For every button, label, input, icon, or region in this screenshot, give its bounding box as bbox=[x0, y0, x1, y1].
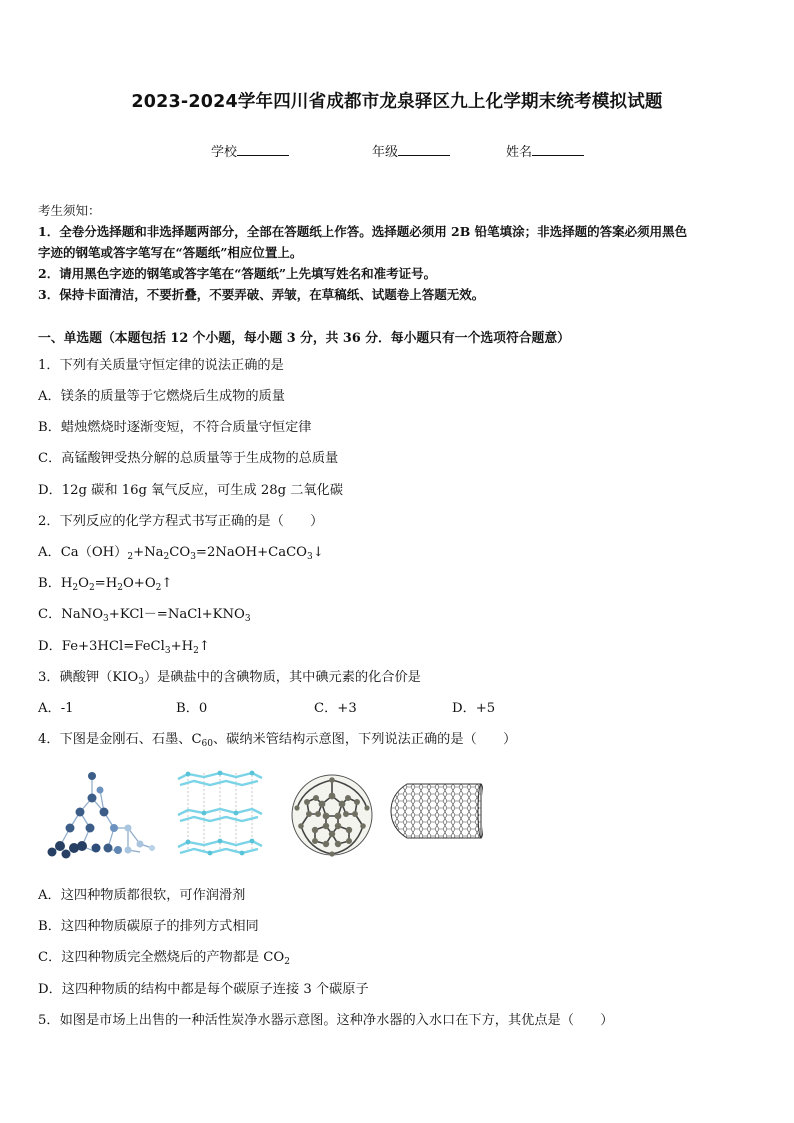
q2-stem: 2．下列反应的化学方程式书写正确的是（ ） bbox=[38, 514, 324, 529]
c60-structure-figure bbox=[285, 768, 379, 862]
q4-option-c[interactable]: C．这四种物质完全燃烧后的产物都是 $CO_2$ bbox=[38, 950, 290, 967]
diamond-structure-figure bbox=[44, 768, 156, 860]
page-title: 2023-2024学年四川省成都市龙泉驿区九上化学期末统考模拟试题 bbox=[131, 92, 663, 112]
q2-option-b[interactable]: B．$H_2O_2=H_2O+O_2↑$ bbox=[38, 576, 173, 593]
name-field[interactable] bbox=[506, 141, 584, 160]
q4-stem: 4．下图是金刚石、石墨、$C_{60}$、碳纳米管结构示意图，下列说法正确的是（ ） bbox=[38, 732, 517, 749]
q2-option-d[interactable]: D．$Fe+3HCl=FeCl_3+H_2↑$ bbox=[38, 639, 210, 656]
notice-heading: 考生须知： bbox=[38, 203, 101, 218]
section-heading: 一、单选题（本题包括 12 个小题，每小题 3 分，共 36 分．每小题只有一个选项符合题意） bbox=[38, 331, 570, 346]
nanotube-structure-figure bbox=[389, 780, 483, 842]
notice-line-2: 2．请用黑色字迹的钢笔或答字笔在“答题纸”上先填写姓名和准考证号。 bbox=[38, 266, 437, 281]
q3-option-b[interactable]: B．0 bbox=[176, 701, 208, 716]
q3-stem: 3．碘酸钾$(KIO_3)$是碘盐中的含碘物质，其中碘元素的化合价是 bbox=[38, 670, 421, 687]
q4-option-b[interactable]: B．这四种物质碳原子的排列方式相同 bbox=[38, 919, 259, 934]
notice-line-1b: 字迹的钢笔或答字笔写在“答题纸”相应位置上。 bbox=[38, 245, 303, 260]
q1-option-b[interactable]: B．蜡烛燃烧时逐渐变短，不符合质量守恒定律 bbox=[38, 420, 312, 435]
notice-line-1a: 1．全卷分选择题和非选择题两部分，全部在答题纸上作答。选择题必须用 2B 铅笔填涂；非选择题的答案必须用黑色 bbox=[38, 224, 688, 239]
q5-stem: 5．如图是市场上出售的一种活性炭净水器示意图。这种净水器的入水口在下方，其优点是（ ） bbox=[38, 1013, 614, 1028]
graphite-structure-figure bbox=[174, 769, 266, 857]
q1-option-c[interactable]: C．高锰酸钾受热分解的总质量等于生成物的总质量 bbox=[38, 451, 339, 466]
school-label: 学校 bbox=[211, 145, 238, 160]
q4-option-d[interactable]: D．这四种物质的结构中都是每个碳原子连接 3 个碳原子 bbox=[38, 982, 369, 997]
q3-option-d[interactable]: D．+5 bbox=[452, 701, 496, 716]
school-field[interactable] bbox=[211, 141, 289, 160]
name-label: 姓名 bbox=[506, 145, 533, 160]
q2-option-a[interactable]: A．$Ca(OH)_2+Na_2CO_3=2NaOH+CaCO_3↓$ bbox=[38, 545, 324, 562]
q1-stem: 1．下列有关质量守恒定律的说法正确的是 bbox=[38, 358, 284, 373]
q2-option-c[interactable]: C．$NaNO_3+KCl-=NaCl+KNO_3$ bbox=[38, 607, 251, 624]
grade-field[interactable] bbox=[372, 141, 450, 160]
notice-line-3: 3．保持卡面清洁，不要折叠，不要弄破、弄皱，在草稿纸、试题卷上答题无效。 bbox=[38, 287, 485, 302]
q3-option-c[interactable]: C．+3 bbox=[314, 701, 357, 716]
q1-option-d[interactable]: D．12g 碳和 16g 氧气反应，可生成 28g 二氧化碳 bbox=[38, 483, 344, 498]
q1-option-a[interactable]: A．镁条的质量等于它燃烧后生成物的质量 bbox=[38, 389, 285, 404]
q4-option-a[interactable]: A．这四种物质都很软，可作润滑剂 bbox=[38, 888, 246, 903]
q3-option-a[interactable]: A．-1 bbox=[38, 701, 74, 716]
grade-label: 年级 bbox=[372, 145, 399, 160]
